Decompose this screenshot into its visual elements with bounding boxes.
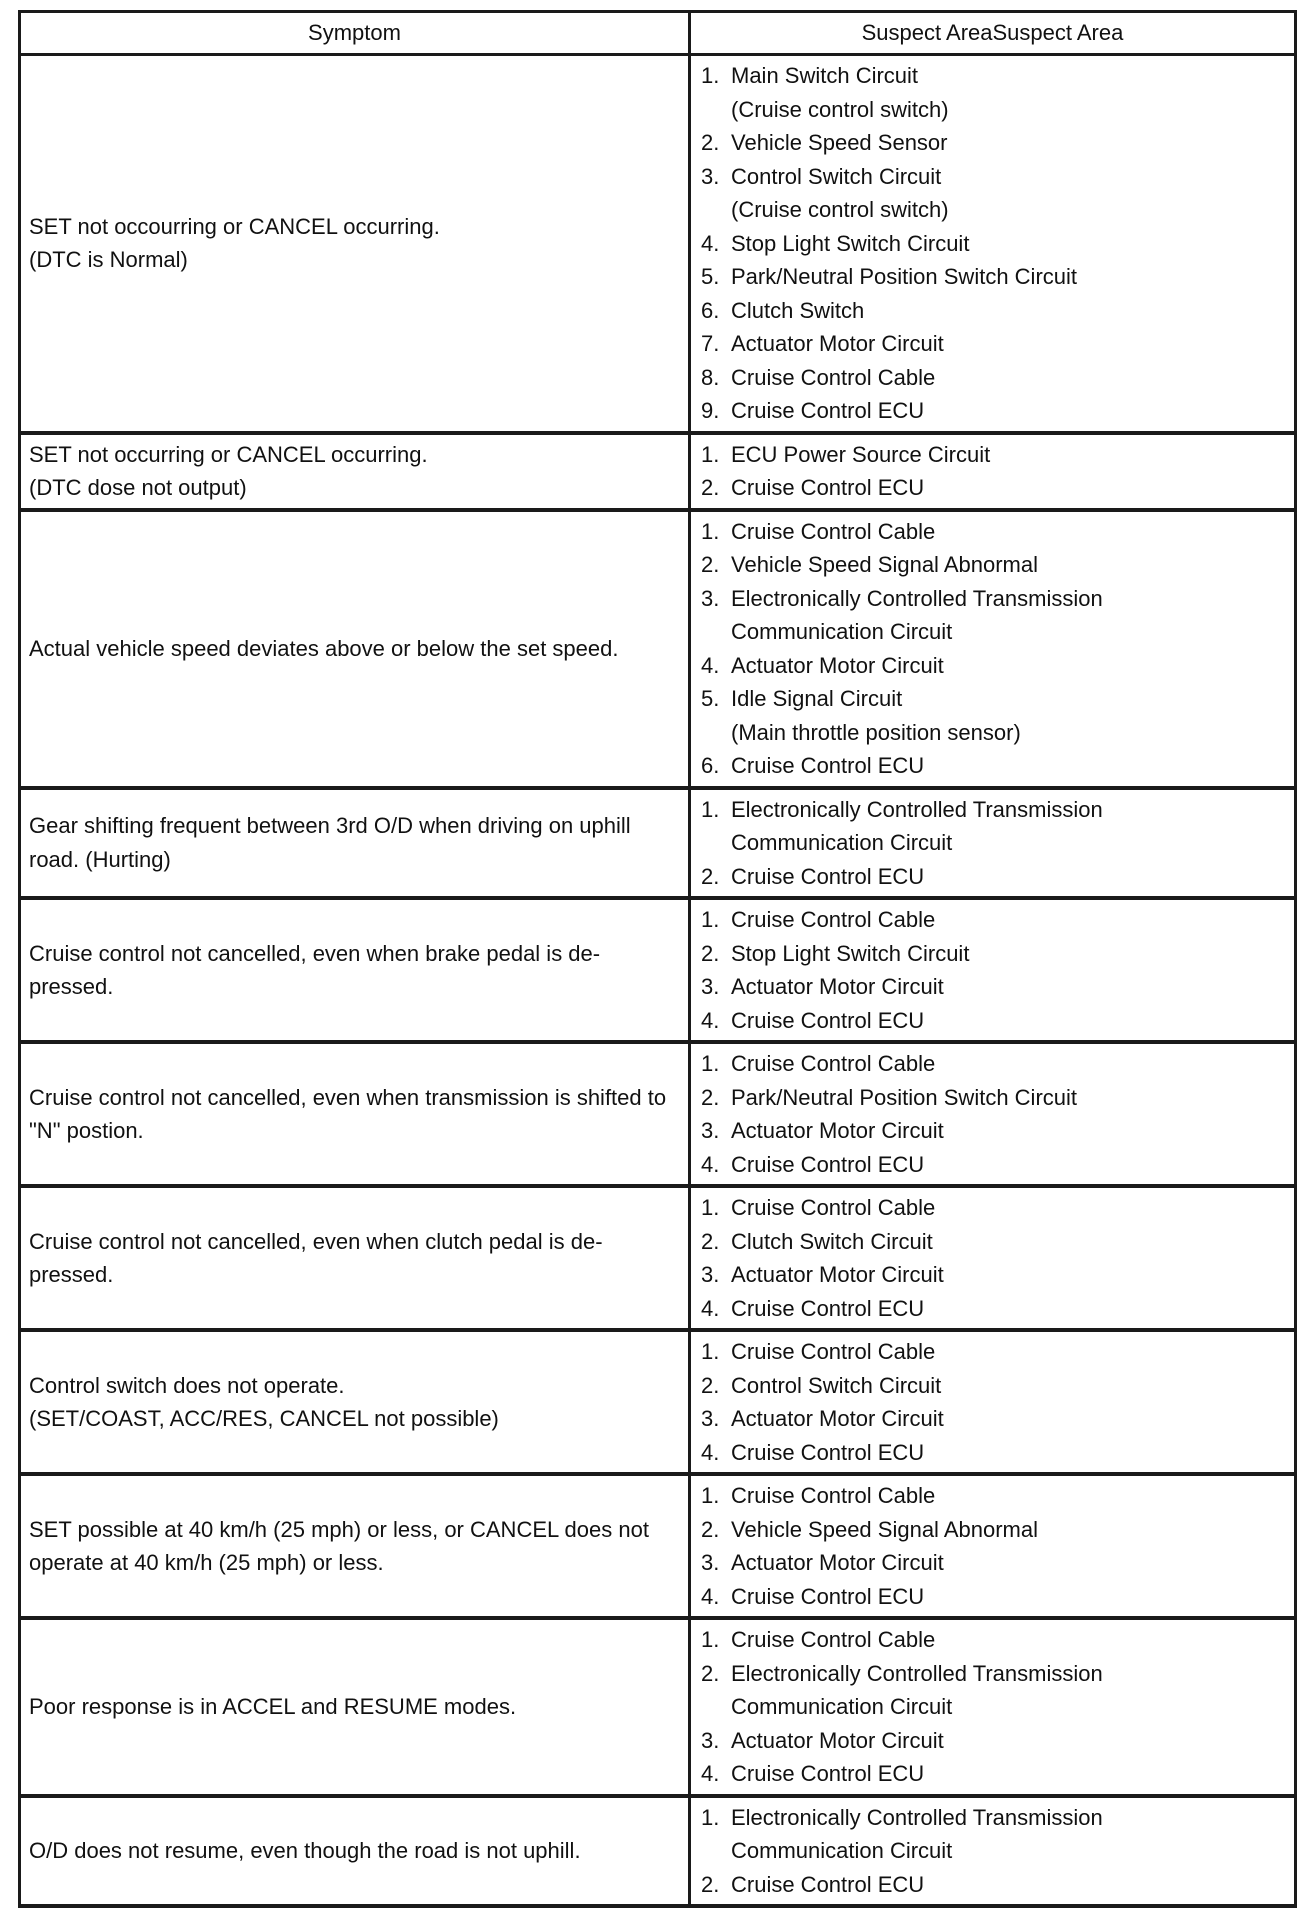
item-number: 4. [701,1007,720,1033]
suspect-area-cell [690,1330,1296,1474]
symptom-cell [20,1796,690,1907]
item-number: 3. [701,1727,720,1753]
item-number: 2. [701,552,720,577]
item-subtext: Communication Circuit [731,1694,953,1719]
item-number: 1. [701,796,720,822]
item-subtext: Communication Circuit [731,830,953,855]
symptom-cell [20,1618,690,1796]
item-text: Vehicle Speed Signal Abnormal [731,1516,1038,1542]
item-text: Control Switch Circuit [731,1372,942,1398]
item-text: Actuator Motor Circuit [731,1406,944,1431]
suspect-area-item [701,937,1294,971]
suspect-area-item [701,1479,1294,1513]
item-text: Clutch Switch Circuit [731,1228,933,1254]
table-row [20,433,1296,510]
suspect-area-cell [690,1186,1296,1330]
item-number: 1. [701,907,720,932]
item-number: 3. [701,1550,720,1575]
symptom-text: Actual vehicle speed deviates above or below the set speed. [29,635,619,661]
item-text: Actuator Motor Circuit [731,1550,944,1575]
symptom-text: SET possible at 40 km/h (25 mph) or less, or CANCEL does not operate at 40 km/h (25 mph) or less. [29,1516,649,1575]
suspect-area-list [701,1335,1294,1469]
item-number: 4. [701,1583,720,1609]
suspect-area-cell [690,433,1296,510]
suspect-area-list [701,903,1294,1037]
item-number: 4. [701,1295,720,1321]
item-number: 2. [701,940,720,966]
item-text: Cruise Control Cable [731,1195,936,1220]
header-row [20,12,1296,55]
suspect-area-item [701,327,1294,361]
item-number: 2. [701,475,720,500]
suspect-area-list [701,1623,1294,1791]
suspect-area-list [701,59,1294,428]
item-text: Cruise Control ECU [731,1007,925,1033]
item-subtext: (Main throttle position sensor) [731,719,1021,745]
symptom-text: Poor response is in ACCEL and RESUME modes. [29,1694,517,1719]
suspect-area-item [701,126,1294,160]
item-number: 4. [701,652,720,678]
suspect-area-item [701,1081,1294,1115]
item-number: 1. [701,518,720,544]
item-text: Clutch Switch [731,297,865,323]
header-suspect-area: Suspect AreaSuspect Area [690,12,1296,55]
table-row [20,898,1296,1042]
item-text: Electronically Controlled Transmission [731,1804,1103,1830]
suspect-area-item [701,294,1294,328]
suspect-area-item [701,860,1294,894]
symptom-text: SET not occourring or CANCEL occurring. [29,213,440,239]
item-text: Cruise Control Cable [731,1627,936,1652]
item-number: 1. [701,1627,720,1652]
item-number: 1. [701,1339,720,1364]
table-row [20,55,1296,433]
suspect-area-item [701,682,1294,749]
item-number: 6. [701,753,720,778]
suspect-area-item [701,970,1294,1004]
symptom-text: Cruise control not cancelled, even when transmission is shifted to "N" postion. [29,1084,667,1143]
symptom-cell [20,510,690,788]
item-text: Cruise Control ECU [731,1761,925,1786]
item-subtext: Communication Circuit [731,1838,953,1863]
suspect-area-item [701,394,1294,428]
item-number: 2. [701,130,720,155]
item-text: Actuator Motor Circuit [731,331,944,356]
suspect-area-item [701,1513,1294,1547]
troubleshooting-sheet [18,10,1294,1908]
symptom-text: Cruise control not cancelled, even when brake pedal is de-pressed. [29,940,601,999]
symptom-text: (DTC dose not output) [29,475,247,500]
suspect-area-item [701,1292,1294,1326]
suspect-area-cell [690,788,1296,899]
item-number: 4. [701,1761,720,1786]
table-row [20,1042,1296,1186]
suspect-area-item [701,438,1294,472]
item-text: Cruise Control ECU [731,1583,925,1609]
suspect-area-list [701,1479,1294,1613]
symptom-table [18,10,1297,1908]
suspect-area-item [701,1868,1294,1902]
item-number: 1. [701,1483,720,1508]
item-text: Electronically Controlled Transmission [731,796,1103,822]
suspect-area-item [701,1623,1294,1657]
suspect-area-item [701,1258,1294,1292]
item-text: Park/Neutral Position Switch Circuit [731,264,1078,289]
suspect-area-cell [690,1796,1296,1907]
suspect-area-list [701,1047,1294,1181]
suspect-area-item [701,582,1294,649]
table-row [20,1618,1296,1796]
item-text: Park/Neutral Position Switch Circuit [731,1084,1078,1110]
item-text: Main Switch Circuit [731,63,919,88]
suspect-area-item [701,260,1294,294]
item-text: Actuator Motor Circuit [731,1727,944,1753]
suspect-area-item [701,1436,1294,1470]
table-row [20,1796,1296,1907]
item-text: Cruise Control ECU [731,1295,925,1321]
suspect-area-cell [690,1042,1296,1186]
item-text: Cruise Control Cable [731,1483,936,1508]
item-number: 2. [701,1516,720,1542]
item-subtext: (Cruise control switch) [731,96,949,122]
symptom-text: Cruise control not cancelled, even when clutch pedal is de-pressed. [29,1228,603,1287]
suspect-area-cell [690,55,1296,433]
suspect-area-list [701,793,1294,894]
item-number: 3. [701,585,720,611]
symptom-cell [20,1474,690,1618]
item-number: 1. [701,1051,720,1076]
item-number: 2. [701,1660,720,1686]
suspect-area-item [701,1546,1294,1580]
item-number: 2. [701,863,720,889]
suspect-area-item [701,471,1294,505]
suspect-area-item [701,903,1294,937]
item-subtext: Communication Circuit [731,619,953,644]
suspect-area-item [701,548,1294,582]
item-number: 6. [701,297,720,323]
item-number: 4. [701,230,720,256]
item-text: Stop Light Switch Circuit [731,940,970,966]
symptom-text: Gear shifting frequent between 3rd O/D when driving on uphill road. (Hurting) [29,813,631,872]
symptom-text: (DTC is Normal) [29,247,188,273]
item-number: 5. [701,686,720,711]
symptom-cell [20,55,690,433]
item-number: 5. [701,264,720,289]
suspect-area-item [701,1191,1294,1225]
item-text: Stop Light Switch Circuit [731,230,970,256]
item-text: Actuator Motor Circuit [731,1118,944,1143]
suspect-area-cell [690,898,1296,1042]
item-number: 1. [701,1804,720,1830]
item-text: Vehicle Speed Sensor [731,130,948,155]
symptom-text: (SET/COAST, ACC/RES, CANCEL not possible) [29,1406,499,1431]
suspect-area-item [701,1047,1294,1081]
symptom-cell [20,433,690,510]
table-row [20,1330,1296,1474]
suspect-area-item [701,1148,1294,1182]
item-text: Electronically Controlled Transmission [731,585,1103,611]
suspect-area-cell [690,1618,1296,1796]
item-number: 2. [701,1228,720,1254]
header-symptom: Symptom [20,12,690,55]
item-text: Cruise Control ECU [731,475,925,500]
table-row [20,1474,1296,1618]
item-number: 3. [701,163,720,189]
suspect-area-item [701,1225,1294,1259]
item-subtext: (Cruise control switch) [731,197,949,222]
suspect-area-item [701,1114,1294,1148]
table-row [20,788,1296,899]
symptom-cell [20,1042,690,1186]
suspect-area-item [701,160,1294,227]
item-number: 2. [701,1372,720,1398]
suspect-area-item [701,649,1294,683]
suspect-area-item [701,1657,1294,1724]
item-number: 1. [701,63,720,88]
symptom-cell [20,898,690,1042]
item-text: Cruise Control ECU [731,753,925,778]
suspect-area-item [701,515,1294,549]
item-text: Cruise Control ECU [731,1439,925,1465]
item-text: Electronically Controlled Transmission [731,1660,1103,1686]
item-text: Cruise Control ECU [731,863,925,889]
item-text: Vehicle Speed Signal Abnormal [731,552,1038,577]
item-number: 2. [701,1871,720,1897]
item-number: 3. [701,974,720,999]
suspect-area-item [701,793,1294,860]
suspect-area-item [701,1757,1294,1791]
symptom-text: SET not occurring or CANCEL occurring. [29,441,428,467]
item-text: ECU Power Source Circuit [731,441,991,467]
item-text: Cruise Control Cable [731,364,936,390]
item-number: 9. [701,398,720,423]
item-text: Control Switch Circuit [731,163,942,189]
item-text: Cruise Control Cable [731,1051,936,1076]
suspect-area-item [701,59,1294,126]
item-number: 4. [701,1151,720,1177]
item-number: 3. [701,1406,720,1431]
suspect-area-item [701,1580,1294,1614]
item-number: 1. [701,1195,720,1220]
symptom-cell [20,788,690,899]
suspect-area-item [701,1724,1294,1758]
suspect-area-item [701,749,1294,783]
item-number: 2. [701,1084,720,1110]
item-text: Idle Signal Circuit [731,686,903,711]
table-row [20,510,1296,788]
item-text: Cruise Control ECU [731,1151,925,1177]
item-text: Cruise Control ECU [731,1871,925,1897]
suspect-area-list [701,1191,1294,1325]
item-number: 3. [701,1262,720,1287]
suspect-area-cell [690,1474,1296,1618]
item-text: Cruise Control Cable [731,518,936,544]
suspect-area-list [701,1801,1294,1902]
suspect-area-item [701,1402,1294,1436]
symptom-cell [20,1330,690,1474]
suspect-area-item [701,1335,1294,1369]
suspect-area-list [701,515,1294,783]
symptom-text: O/D does not resume, even though the road is not uphill. [29,1838,581,1863]
item-number: 1. [701,441,720,467]
item-number: 7. [701,331,720,356]
item-text: Actuator Motor Circuit [731,652,944,678]
table-body [20,55,1296,1907]
suspect-area-item [701,1369,1294,1403]
suspect-area-item [701,1801,1294,1868]
item-text: Cruise Control Cable [731,907,936,932]
suspect-area-cell [690,510,1296,788]
table-row [20,1186,1296,1330]
item-number: 8. [701,364,720,390]
suspect-area-list [701,438,1294,505]
item-text: Cruise Control ECU [731,398,925,423]
suspect-area-item [701,1004,1294,1038]
item-number: 3. [701,1118,720,1143]
item-text: Actuator Motor Circuit [731,1262,944,1287]
item-text: Cruise Control Cable [731,1339,936,1364]
suspect-area-item [701,361,1294,395]
item-text: Actuator Motor Circuit [731,974,944,999]
suspect-area-item [701,227,1294,261]
item-number: 4. [701,1439,720,1465]
symptom-cell [20,1186,690,1330]
symptom-text: Control switch does not operate. [29,1372,345,1398]
